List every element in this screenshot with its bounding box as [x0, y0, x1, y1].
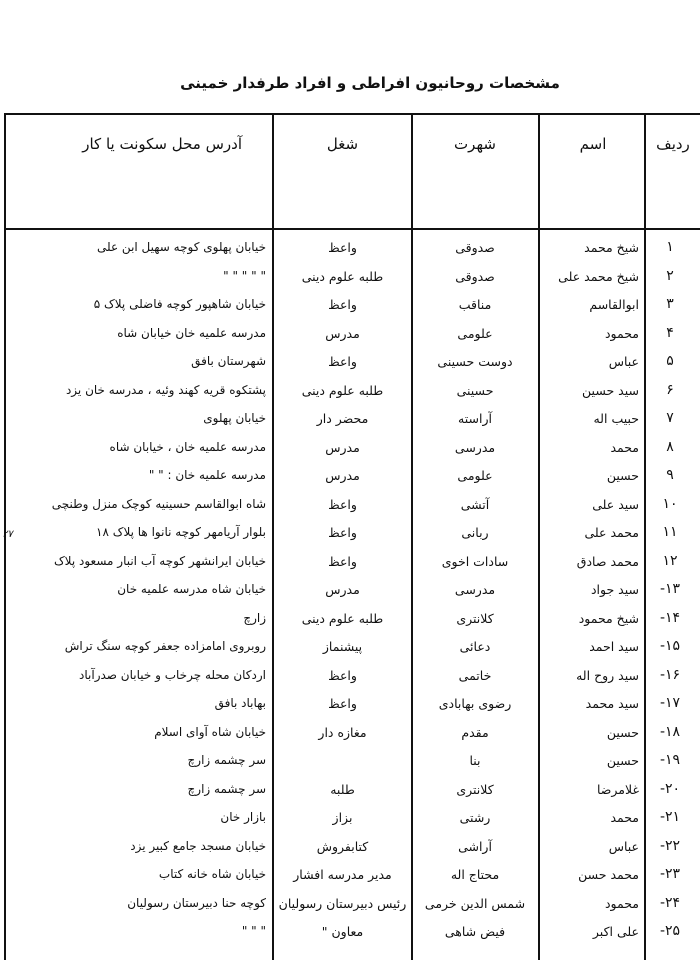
- row-number: ۱۹-: [659, 752, 681, 768]
- header-name: اسم: [579, 135, 607, 153]
- address-cell: خیابان شاه آوای اسلام: [154, 724, 266, 739]
- job-cell: مدرس: [325, 439, 360, 455]
- address-cell: زارچ: [243, 610, 266, 625]
- job-cell: مدرس: [325, 325, 360, 341]
- job-cell: واعظ: [328, 240, 357, 255]
- row-number: ۱۸-: [659, 723, 681, 740]
- job-cell: کتابفروش: [316, 838, 369, 854]
- job-cell: پیشنماز: [322, 639, 363, 654]
- fame-cell: مدرسی: [454, 439, 496, 455]
- job-cell: رئیس دبیرستان رسولیان: [278, 895, 407, 911]
- row-number: ۲۳-: [659, 866, 681, 882]
- address-cell: شهرستان بافق: [191, 354, 266, 368]
- table-row: [0, 547, 700, 576]
- name-cell: سید جواد: [590, 582, 639, 597]
- name-cell: محمود: [604, 325, 639, 341]
- table-row: [0, 832, 700, 861]
- address-cell: مدرسه علمیه خان ، خیابان شاه: [109, 439, 266, 454]
- table-row: [0, 490, 700, 519]
- row-number: ۱۶-: [659, 666, 681, 683]
- table-row: [0, 917, 700, 946]
- address-cell: اردکان محله چرخاب و خیابان صدرآباد: [79, 667, 266, 682]
- address-cell: سر چشمه زارچ: [187, 753, 266, 767]
- row-number: ۲: [666, 267, 674, 284]
- fame-cell: مدرسی: [454, 582, 496, 597]
- name-cell: محمد: [610, 439, 639, 455]
- name-cell: حبیب اله: [593, 411, 639, 426]
- address-cell: بهاباد بافق: [214, 696, 266, 710]
- row-number: ۲۰-: [659, 780, 681, 797]
- name-cell: سید محمد: [585, 696, 639, 711]
- job-cell: واعظ: [328, 297, 357, 312]
- fame-cell: بنا: [469, 753, 481, 768]
- row-number: ۹: [666, 467, 674, 483]
- name-cell: سید احمد: [589, 639, 639, 654]
- address-cell: مدرسه علمیه خان : " ": [148, 468, 266, 482]
- name-cell: سید حسین: [582, 382, 639, 398]
- job-cell: طلبه: [330, 781, 355, 797]
- name-cell: محمد صادق: [576, 553, 639, 569]
- table-row: [0, 461, 700, 490]
- name-cell: شیخ محمد علی: [558, 268, 639, 284]
- row-number: ۱۲: [662, 552, 678, 569]
- address-cell: " " ": [241, 924, 266, 938]
- row-number: ۱۳-: [659, 581, 681, 597]
- table-row: [0, 860, 700, 889]
- name-cell: محمود: [604, 895, 639, 911]
- fame-cell: محتاج اله: [450, 867, 500, 882]
- address-cell: پشتکوه قریه کهند وئیه ، مدرسه خان یزد: [65, 382, 266, 397]
- fame-cell: آتشی: [460, 496, 490, 512]
- row-number: ۴: [666, 324, 674, 341]
- job-cell: [275, 746, 410, 775]
- name-cell: شیخ محمد: [584, 240, 639, 255]
- header-separator: [4, 228, 700, 230]
- row-number: ۷: [666, 410, 674, 426]
- job-cell: واعظ: [328, 696, 357, 711]
- fame-cell: دعائی: [459, 639, 491, 654]
- name-cell: محمد: [610, 810, 639, 825]
- row-number: ۲۵-: [659, 923, 681, 939]
- fame-cell: علومی: [457, 468, 493, 483]
- fame-cell: دوست حسینی: [437, 354, 513, 369]
- table-row: [0, 404, 700, 433]
- address-cell: خیابان پهلوی کوچه سهیل ابن علی: [96, 240, 266, 254]
- job-cell: محضر دار: [316, 411, 369, 426]
- header-row-number: ردیف: [656, 135, 690, 153]
- job-cell: واعظ: [328, 525, 357, 540]
- row-number: ۲۱-: [659, 809, 681, 825]
- table-row: [0, 347, 700, 376]
- job-cell: واعظ: [328, 354, 357, 369]
- fame-cell: کلانتری: [456, 610, 494, 626]
- row-number: ۵: [666, 353, 674, 369]
- fame-cell: مقدم: [461, 724, 489, 740]
- fame-cell: آراشی: [458, 838, 492, 854]
- table-row: [0, 718, 700, 747]
- name-cell: سید روح اله: [576, 667, 639, 683]
- job-cell: طلبه علوم دینی: [301, 268, 384, 284]
- fame-cell: صدوقی: [455, 240, 495, 255]
- row-number: ۱۰: [662, 495, 678, 512]
- table-row: [0, 689, 700, 718]
- job-cell: مدیر مدرسه افشار: [293, 867, 392, 882]
- fame-cell: فیض شاهی: [444, 924, 506, 939]
- fame-cell: آراسته: [458, 411, 492, 426]
- job-cell: طلبه علوم دینی: [301, 382, 384, 398]
- row-number: ۱۱: [662, 524, 678, 540]
- address-cell: مدرسه علمیه خان خیابان شاه: [117, 325, 266, 340]
- name-cell: محمد علی: [584, 525, 639, 540]
- table-row: [0, 376, 700, 405]
- fame-cell: علومی: [457, 325, 493, 341]
- header-job: شغل: [326, 135, 359, 153]
- name-cell: ابوالقاسم: [589, 297, 639, 312]
- table-row: [0, 262, 700, 291]
- job-cell: معاون ": [321, 924, 364, 939]
- address-cell: بازار خان: [220, 810, 266, 824]
- table-row: [0, 319, 700, 348]
- address-cell: سر چشمه زارچ: [187, 781, 266, 796]
- table-row: [0, 233, 700, 262]
- name-cell: حسین: [606, 468, 639, 483]
- name-cell: عباس: [608, 838, 639, 854]
- fame-cell: مناقب: [458, 297, 492, 312]
- table-row: [0, 518, 700, 547]
- row-number: ۱۴-: [659, 609, 681, 626]
- row-number: ۱: [666, 239, 674, 255]
- table-row: [0, 575, 700, 604]
- job-cell: مغازه دار: [318, 724, 367, 740]
- table-row: [0, 803, 700, 832]
- address-cell: خیابان پهلوی: [203, 411, 266, 425]
- table-row: [0, 889, 700, 918]
- fame-cell: حسینی: [456, 382, 494, 398]
- table-row: [0, 433, 700, 462]
- address-cell: کوچه حنا دبیرستان رسولیان: [127, 895, 266, 910]
- fame-cell: رشتی: [459, 810, 491, 825]
- job-cell: بزاز: [332, 810, 353, 825]
- row-number: ۶: [666, 381, 674, 398]
- table-row: [0, 775, 700, 804]
- row-number: ۱۷-: [659, 695, 681, 711]
- address-cell: خیابان ایرانشهر کوچه آب انبار مسعود پلاک: [53, 553, 266, 568]
- header-address: آدرس محل سکونت یا کار: [82, 135, 242, 153]
- job-cell: واعظ: [328, 496, 357, 512]
- address-cell: خیابان شاه مدرسه علمیه خان: [117, 582, 266, 596]
- fame-cell: صدوقی: [455, 268, 495, 284]
- address-cell: خیابان شاه خانه کتاب: [158, 867, 266, 881]
- job-cell: طلبه علوم دینی: [301, 610, 384, 626]
- row-number: ۲۲-: [659, 837, 681, 854]
- table-row: [0, 290, 700, 319]
- name-cell: عباس: [608, 354, 639, 369]
- name-cell: حسین: [606, 753, 639, 768]
- name-cell: حسین: [606, 724, 639, 740]
- name-cell: شیخ محمود: [578, 610, 639, 626]
- address-cell: خیابان شاهپور کوچه فاضلی پلاک ۵: [93, 297, 266, 311]
- job-cell: مدرس: [325, 582, 360, 597]
- name-cell: محمد حسن: [578, 867, 639, 882]
- fame-cell: خاتمی: [458, 667, 492, 683]
- fame-cell: ربانی: [461, 525, 489, 540]
- fame-cell: سادات اخوی: [441, 553, 509, 569]
- table-top-border: [4, 113, 700, 115]
- address-cell: بلوار آریامهر کوچه نانوا ها پلاک ۱۸: [96, 525, 266, 539]
- address-cell: خیابان مسجد جامع کبیر یزد: [130, 838, 266, 853]
- row-number: ۳: [666, 296, 674, 312]
- table-row: [0, 661, 700, 690]
- address-cell: " " " " ": [223, 268, 266, 283]
- fame-cell: رضوی بهابادی: [438, 696, 512, 711]
- row-number: ۲۴-: [659, 894, 681, 911]
- name-cell: سید علی: [592, 496, 639, 512]
- job-cell: مدرس: [325, 468, 360, 483]
- address-cell: روبروی امامزاده جعفر کوچه سنگ تراش: [64, 639, 266, 653]
- table-row: [0, 604, 700, 633]
- fame-cell: شمس الدین خرمی: [424, 895, 526, 911]
- row-number: ۸: [666, 438, 674, 455]
- fame-cell: کلانتری: [456, 781, 494, 797]
- row-number: ۱۵-: [659, 638, 681, 654]
- page-title: مشخصات روحانیون افراطی و افراد طرفدار خمینی: [180, 74, 560, 92]
- name-cell: علی اکبر: [592, 924, 639, 939]
- header-fame: شهرت: [454, 135, 496, 153]
- job-cell: واعظ: [328, 667, 357, 683]
- margin-note: ۲۷: [2, 529, 13, 540]
- name-cell: غلامرضا: [596, 781, 639, 797]
- job-cell: واعظ: [328, 553, 357, 569]
- table-row: [0, 746, 700, 775]
- address-cell: شاه ابوالقاسم حسینیه کوچک منزل وطنچی: [51, 496, 266, 511]
- table-row: [0, 632, 700, 661]
